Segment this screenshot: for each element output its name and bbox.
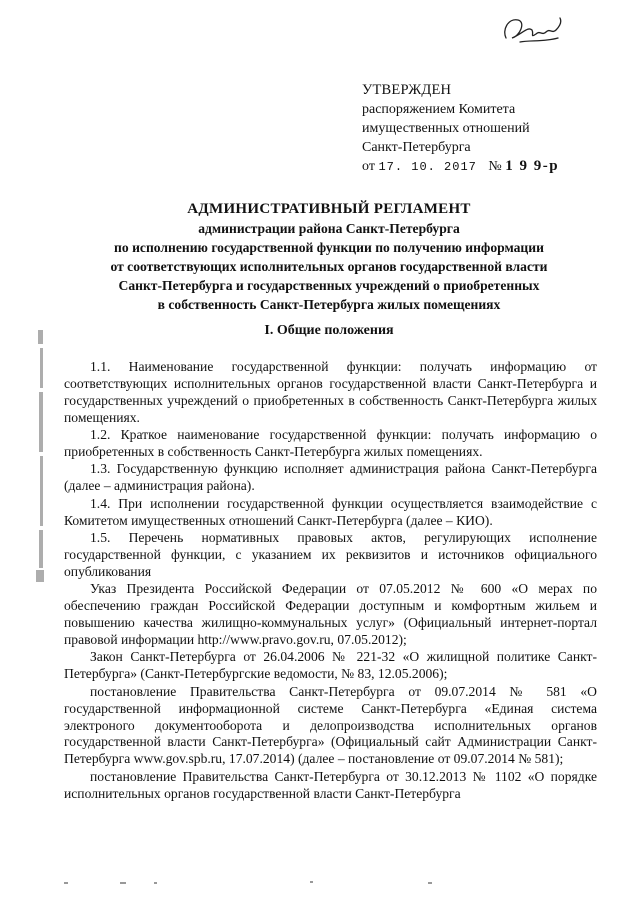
paragraph-law-221-32: Закон Санкт-Петербурга от 26.04.2006 № 221-32 «О жилищной политике Санкт-Петербурга» (Санкт-Петербургские ведомости, № 83, 12.05.2006); — [64, 649, 597, 682]
date-value: 17. 10. 2017 — [378, 160, 477, 174]
document-title — [64, 200, 594, 314]
paragraph-1-3: 1.3. Государственную функцию исполняет администрация района Санкт-Петербурга (далее – администрация района). — [64, 461, 597, 494]
title-line-1: АДМИНИСТРАТИВНЫЙ РЕГЛАМЕНТ — [187, 201, 471, 217]
paragraph-1-4: 1.4. При исполнении государственной функции осуществляется взаимодействие с Комитетом имущественных отношений Санкт-Петербурга (далее – КИО). — [64, 495, 597, 528]
title-line-4: от соответствующих исполнительных органов государственной власти — [110, 259, 548, 274]
paragraph-1-2: 1.2. Краткое наименование государственной функции: получать информацию о приобретенных в собственность Санкт-Петербурга жилых помещениях. — [64, 427, 597, 460]
title-line-5: Санкт-Петербурга и государственных учреждений о приобретенных — [118, 278, 540, 293]
approval-line-2: имущественных отношений — [362, 121, 530, 136]
approval-line-3: Санкт-Петербурга — [362, 140, 471, 155]
title-line-6: в собственность Санкт-Петербурга жилых помещениях — [157, 297, 501, 312]
number-prefix: № — [488, 159, 502, 174]
paragraph-resolution-581: постановление Правительства Санкт-Петербурга от 09.07.2014 № 581 «О государственной информационной системе Санкт-Петербурга «Единая система электроного документооборота и делопроизводства исполнительных органов государственной власти Санкт-Петербурга» (Официальный сайт Администрации Санкт-Петербурга www.gov.spb.ru, 17.07.2014) (далее – постановление от 09.07.2014 № 581); — [64, 683, 597, 767]
number-value: 1 9 9-р — [505, 158, 560, 174]
binding-stamp-mark — [34, 330, 48, 585]
approval-heading: УТВЕРЖДЕН — [362, 82, 452, 98]
paragraph-1-1: 1.1. Наименование государственной функции: получать информацию от соответствующих исполнительных органов государственной власти Санкт-Петербурга и государственных учреждений о приобретенных в собственность Санкт-Петербурга жилых помещениях. — [64, 359, 597, 425]
handwritten-signature — [500, 12, 564, 48]
title-line-3: по исполнению государственной функции по получению информации — [114, 240, 544, 255]
approval-line-1: распоряжением Комитета — [362, 102, 516, 117]
approval-date-line — [362, 157, 602, 177]
approval-block — [362, 81, 602, 177]
document-body — [64, 359, 597, 803]
scan-artifact-marks — [60, 878, 600, 886]
paragraph-resolution-1102: постановление Правительства Санкт-Петербурга от 30.12.2013 № 1102 «О порядке исполнительных органов государственной власти Санкт-Петербурга — [64, 768, 597, 801]
date-prefix: от — [362, 159, 375, 174]
title-line-2: администрации района Санкт-Петербурга — [198, 221, 460, 236]
paragraph-decree-600: Указ Президента Российской Федерации от 07.05.2012 № 600 «О мерах по обеспечению граждан Российской Федерации доступным и комфортным жильем и повышению качества жилищно-коммунальных услуг» (Официальный интернет-портал правовой информации http://www.pravo.gov.ru, 07.05.2012); — [64, 581, 597, 647]
paragraph-1-5: 1.5. Перечень нормативных правовых актов, регулирующих исполнение государственной функции, с указанием их реквизитов и источников официального опубликования — [64, 530, 597, 579]
section-title: I. Общие положения — [264, 323, 394, 338]
